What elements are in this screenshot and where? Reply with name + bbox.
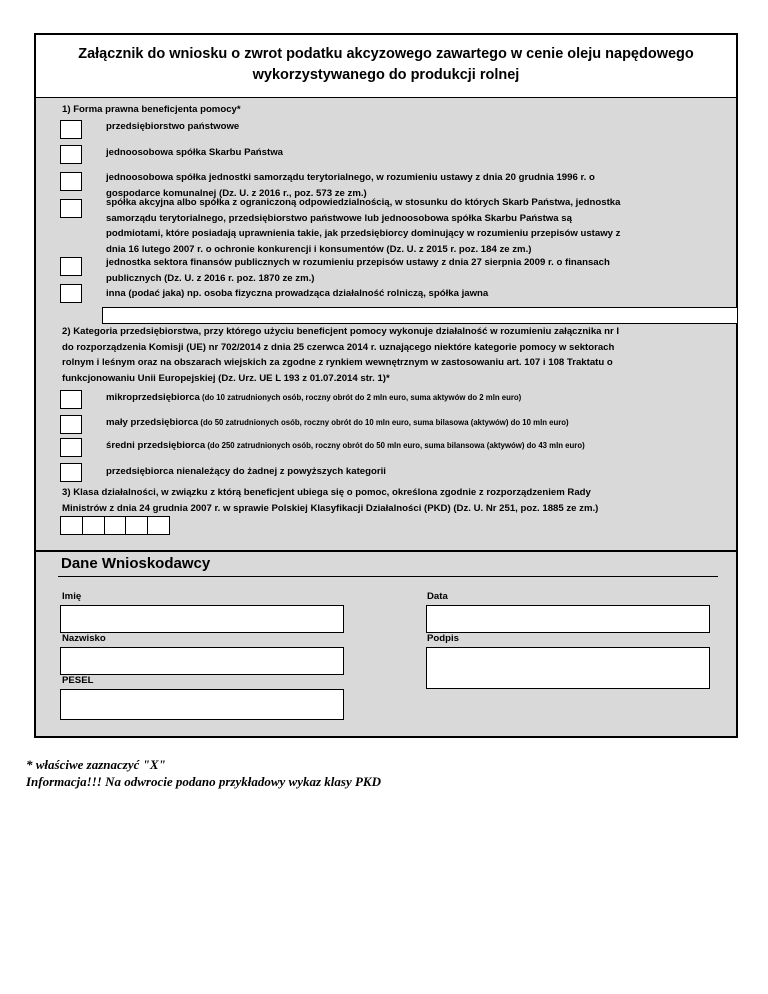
last-name-field[interactable] [60,647,344,675]
option-small-enterprise: mały przedsiębiorca (do 50 zatrudnionych osób, roczny obrót do 10 mln euro, suma bilasowa (aktywów) do 10 mln euro) [106,417,569,428]
other-form-input[interactable] [102,307,738,324]
pkd-digit-cell[interactable] [105,517,127,534]
option-controlled-company: spółka akcyjna albo spółka z ograniczoną odpowiedzialnością, w stosunku do których Skarb Państwa, jednostka samorządu terytorialnego, przedsiębiorstwo państwowe lub jednoosobowa spółka Skarbu Państwa są podmiotami, które posiadają uprawnienia takie, jak przedsiębiorcy dominujący w rozumieniu przepisów ustawy z dnia 16 lutego 2007 r. o ochronie konkurencji i konsumentów (Dz. U. z 2015 r. poz. 184 ze zm.) [106,197,621,255]
option-state-enterprise: przedsiębiorstwo państwowe [106,121,240,132]
option-other-form: inna (podać jaka) np. osoba fizyczna prowadząca działalność rolniczą, spółka jawna [106,288,489,299]
section1-heading: 1) Forma prawna beneficjenta pomocy* [62,104,241,115]
pesel-field[interactable] [60,689,344,720]
section-divider [36,550,736,552]
pkd-digit-cell[interactable] [83,517,105,534]
pkd-digit-cell[interactable] [61,517,83,534]
option-other-category: przedsiębiorca nienależący do żadnej z powyższych kategorii [106,466,386,477]
checkbox-micro-enterprise[interactable] [60,390,82,409]
form-title-line-1: Załącznik do wniosku o zwrot podatku akcyzowego zawartego w cenie oleju napędowego [78,46,694,62]
date-label: Data [427,591,448,602]
application-attachment-form [34,33,738,738]
checkbox-small-enterprise[interactable] [60,415,82,434]
signature-field[interactable] [426,647,710,689]
checkbox-state-enterprise[interactable] [60,120,82,139]
checkbox-other-category[interactable] [60,463,82,482]
footnote-mark-x: * właściwe zaznaczyć "X" [26,757,166,772]
option-micro-enterprise: mikroprzedsiębiorca (do 10 zatrudnionych osób, roczny obrót do 2 mln euro, suma aktywów do 2 mln euro) [106,392,522,403]
applicant-title-underline [58,576,718,577]
form-title-line-2: wykorzystywanego do produkcji rolnej [252,67,520,83]
section3-heading: 3) Klasa działalności, w związku z którą beneficjent ubiega się o pomoc, określona zgodnie z rozporządzeniem Rady Ministrów z dnia 24 grudnia 2007 r. w sprawie Polskiej Klasyfikacji Działalności (PKD) (Dz. U. Nr 251, poz. 1885 ze zm.) [62,487,599,514]
pesel-label: PESEL [62,675,94,686]
option-treasury-company: jednoosobowa spółka Skarbu Państwa [106,147,283,158]
applicant-section-title: Dane Wnioskodawcy [61,555,211,572]
last-name-label: Nazwisko [62,633,106,644]
checkbox-other-form[interactable] [60,284,82,303]
checkbox-treasury-company[interactable] [60,145,82,164]
form-title [36,35,736,98]
pkd-digit-cell[interactable] [126,517,148,534]
section2-heading: 2) Kategoria przedsiębiorstwa, przy którego użyciu beneficjent pomocy wykonuje działalność w rozumieniu załącznika nr I do rozporządzenia Komisji (UE) nr 702/2014 z dnia 25 czerwca 2014 r. uznającego niektóre kategorie pomocy w sektorach rolnym i leśnym oraz na obszarach wiejskich za zgodne z rynkiem wewnętrznym w zastosowaniu art. 107 i 108 Traktatu o funkcjonowaniu Unii Europejskiej (Dz. Urz. UE L 193 z 01.07.2014 str. 1)* [62,326,620,384]
checkbox-municipal-company[interactable] [60,172,82,191]
signature-label: Podpis [427,633,459,644]
pkd-code-input[interactable] [60,516,170,535]
checkbox-medium-enterprise[interactable] [60,438,82,457]
option-medium-enterprise: średni przedsiębiorca (do 250 zatrudnionych osób, roczny obrót do 50 mln euro, suma bilansowa (aktywów) do 43 mln euro) [106,440,585,451]
date-field[interactable] [426,605,710,633]
first-name-field[interactable] [60,605,344,633]
checkbox-controlled-company[interactable] [60,199,82,218]
option-municipal-company: jednoosobowa spółka jednostki samorządu terytorialnego, w rozumieniu ustawy z dnia 20 grudnia 1996 r. o gospodarce komunalnej (Dz. U. z 2016 r., poz. 573 ze zm.) [106,172,595,199]
checkbox-public-finance-unit[interactable] [60,257,82,276]
option-public-finance-unit: jednostka sektora finansów publicznych w rozumieniu przepisów ustawy z dnia 27 sierpnia 2009 r. o finansach publicznych (Dz. U. z 2016 r. poz. 1870 ze zm.) [106,257,610,284]
pkd-digit-cell[interactable] [148,517,169,534]
footnote-pkd-info: Informacja!!! Na odwrocie podano przykładowy wykaz klasy PKD [26,774,381,789]
first-name-label: Imię [62,591,82,602]
